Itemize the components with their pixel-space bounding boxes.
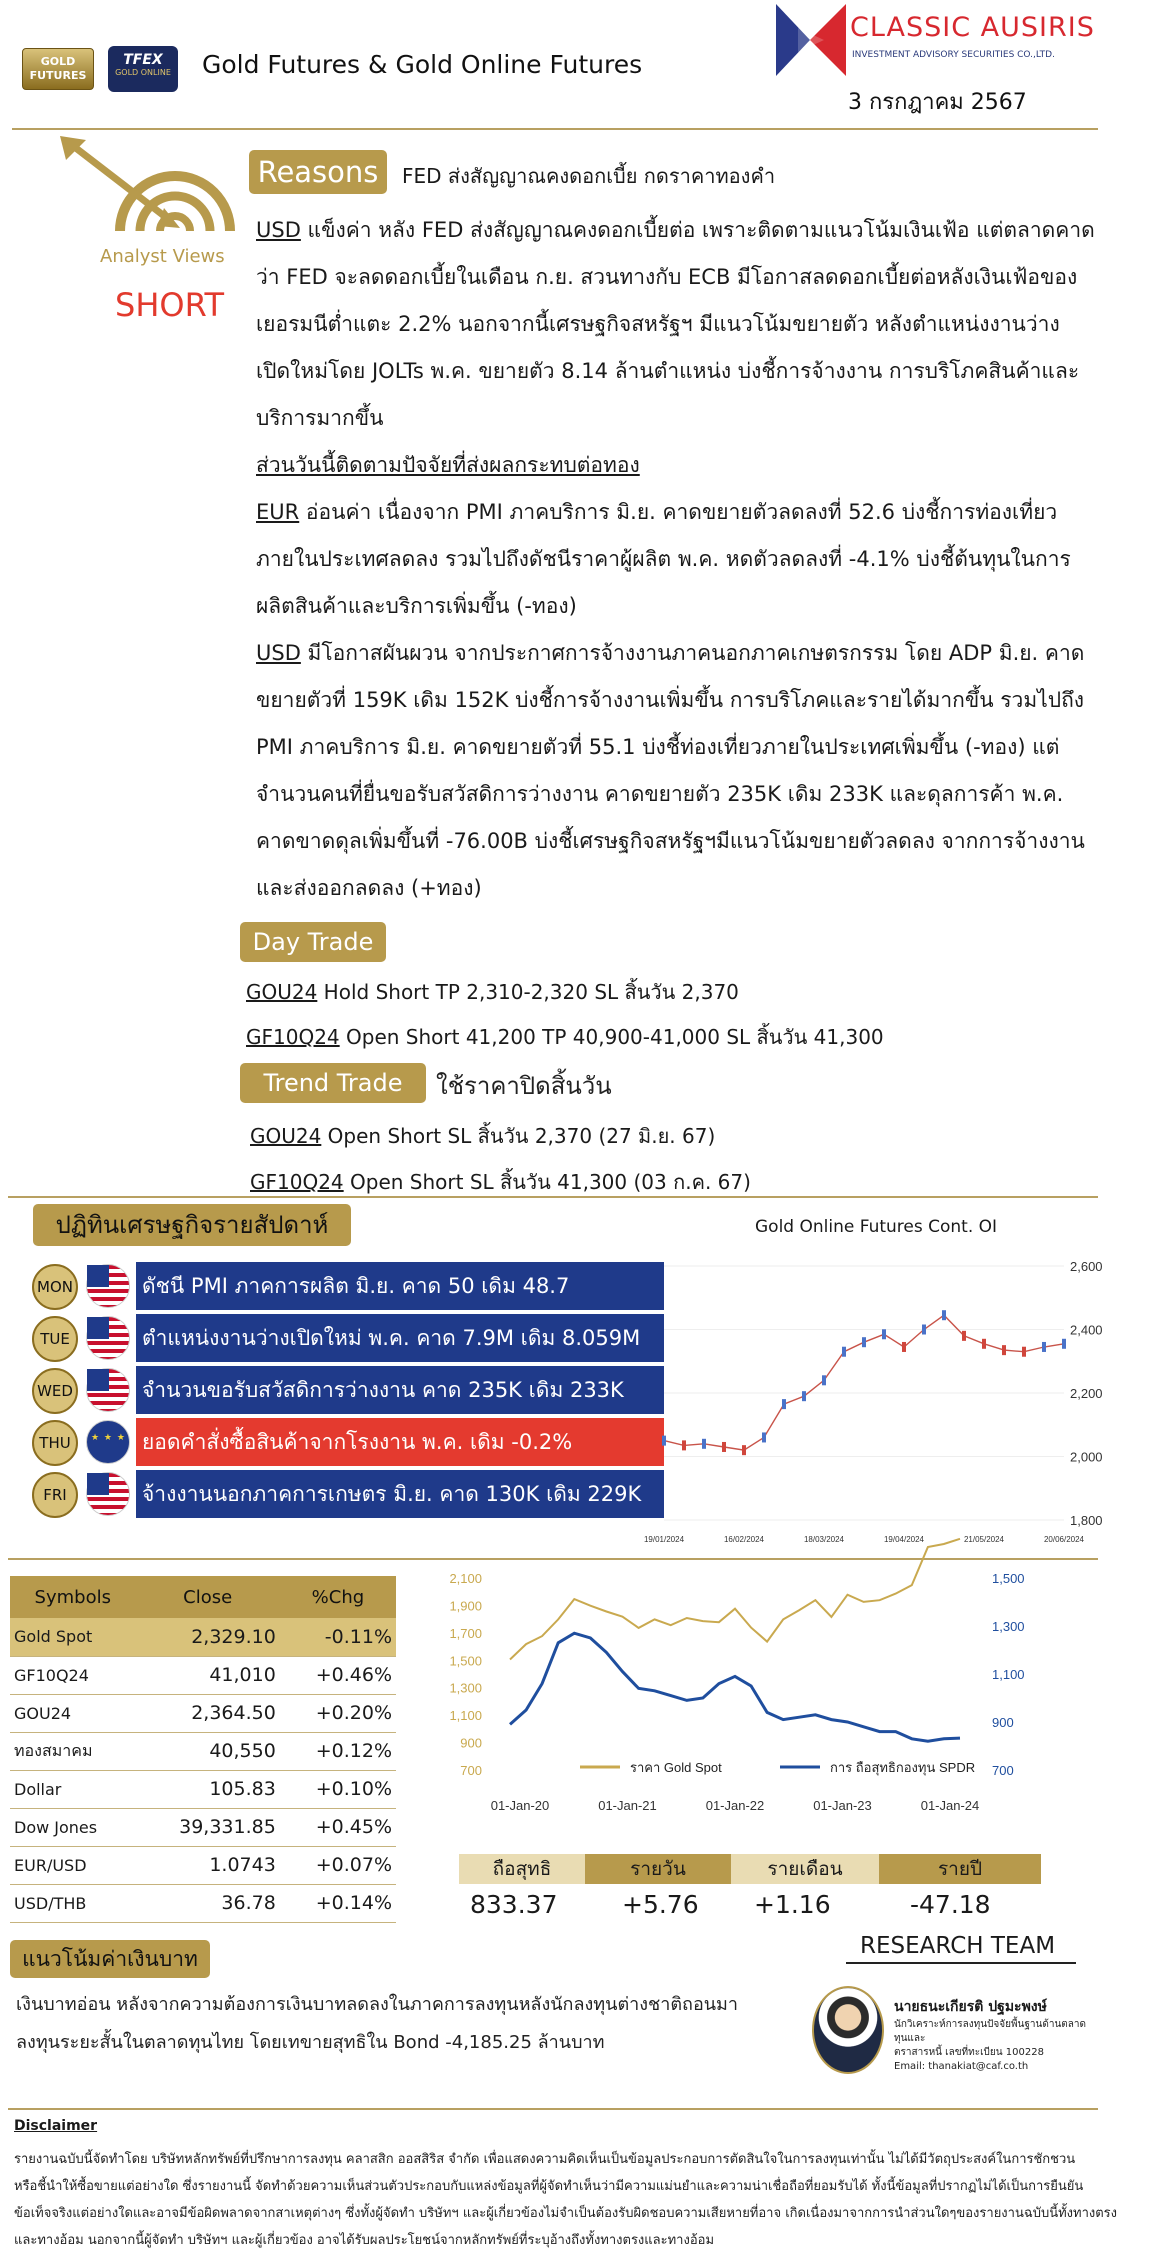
header-divider <box>12 128 1098 130</box>
legend-label: ราคา Gold Spot <box>630 1760 722 1775</box>
tfex-logo: TFEX GOLD ONLINE <box>108 46 178 92</box>
chg-cell: +0.46% <box>280 1656 396 1694</box>
calendar-event: จ้างงานนอกภาคการเกษตร มิ.ย. คาด 130K เดิม 229K <box>136 1470 664 1518</box>
candle <box>982 1339 986 1349</box>
chg-cell: -0.11% <box>280 1618 396 1656</box>
y-left-tick-label: 1,500 <box>449 1653 482 1669</box>
company-name: CLASSIC AUSIRIS <box>850 12 1095 43</box>
symbol-cell: Gold Spot <box>10 1618 136 1656</box>
reasons-badge: Reasons <box>249 150 387 194</box>
candle <box>722 1442 726 1452</box>
section-divider <box>8 1558 1098 1560</box>
y-left-tick-label: 900 <box>460 1735 482 1751</box>
us-flag-icon <box>86 1368 130 1412</box>
candle <box>682 1440 686 1450</box>
trend-trade-badge: Trend Trade <box>240 1063 426 1103</box>
candle <box>782 1399 786 1409</box>
x-tick-label: 18/03/2024 <box>803 1535 845 1544</box>
us-flag-icon <box>86 1316 130 1360</box>
x-tick-label: 01-Jan-24 <box>920 1798 980 1813</box>
candle <box>902 1342 906 1352</box>
spdr-col-yearly: รายปี <box>879 1854 1041 1884</box>
x-tick-label: 01-Jan-22 <box>705 1798 765 1813</box>
spdr-monthly: +1.16 <box>754 1890 831 1919</box>
calendar-event: ดัชนี PMI ภาคการผลิต มิ.ย. คาด 50 เดิม 48.7 <box>136 1262 664 1310</box>
sub-heading: ส่วนวันนี้ติดตามปัจจัยที่ส่งผลกระทบต่อทอง <box>256 453 640 477</box>
gold-spdr-chart <box>440 1570 1040 1825</box>
y-left-tick-label: 700 <box>460 1763 482 1778</box>
table-row <box>10 1656 396 1694</box>
candle <box>822 1375 826 1385</box>
day-trade-line: GOU24 Hold Short TP 2,310-2,320 SL สิ้นวัน 2,370 <box>246 980 739 1004</box>
disclaimer-title: Disclaimer <box>14 2118 98 2134</box>
table-row <box>10 1618 396 1656</box>
reasons-headline: FED ส่งสัญญาณคงดอกเบี้ย กดราคาทองคำ <box>402 164 776 188</box>
symbol-cell: Dollar <box>10 1770 136 1808</box>
day-trade-badge: Day Trade <box>240 922 386 962</box>
candle <box>862 1337 866 1347</box>
day-label: FRI <box>32 1472 78 1518</box>
oi-series-line <box>664 1315 1064 1450</box>
y-left-tick-label: 1,900 <box>449 1598 482 1614</box>
eu-flag-icon <box>86 1420 130 1464</box>
y-left-tick-label: 2,100 <box>449 1571 482 1586</box>
close-cell: 41,010 <box>136 1656 280 1694</box>
x-tick-label: 21/05/2024 <box>963 1535 1005 1544</box>
chart-title: Gold Online Futures Cont. OI <box>755 1217 998 1237</box>
us-flag-icon <box>86 1472 130 1516</box>
y-left-tick-label: 1,300 <box>449 1680 482 1696</box>
spdr-daily: +5.76 <box>622 1890 699 1919</box>
chg-cell: +0.20% <box>280 1694 396 1732</box>
candle <box>962 1331 966 1341</box>
candle <box>702 1439 706 1449</box>
close-cell: 1.0743 <box>136 1846 280 1884</box>
chg-cell: +0.14% <box>280 1884 396 1922</box>
spdr-header <box>459 1854 1041 1884</box>
usd-key-2: USD <box>256 641 301 665</box>
day-label: TUE <box>32 1316 78 1362</box>
candle <box>942 1310 946 1320</box>
section-divider <box>8 2108 1098 2110</box>
table-header-row <box>10 1576 396 1618</box>
candle <box>1002 1345 1006 1355</box>
day-label: MON <box>32 1264 78 1310</box>
symbol-cell: EUR/USD <box>10 1846 136 1884</box>
candle <box>1062 1339 1066 1349</box>
research-team-underline <box>846 1962 1076 1964</box>
symbol-cell: GOU24 <box>10 1694 136 1732</box>
col-chg: %Chg <box>280 1576 396 1618</box>
y-left-tick-label: 1,100 <box>449 1708 482 1724</box>
candle <box>1042 1342 1046 1352</box>
report-date: 3 กรกฎาคม 2567 <box>848 90 1027 115</box>
us-flag-icon <box>86 1264 130 1308</box>
x-tick-label: 01-Jan-23 <box>813 1798 872 1813</box>
reasons-paragraph-usd: USD แข็งค่า หลัง FED ส่งสัญญาณคงดอกเบี้ยต่อ เพราะติดตามแนวโน้มเงินเฟ้อ แต่ตลาดคาด ว่า FED จะลดดอกเบี้ยในเดือน ก.ย. สวนทางกับ ECB มีโอกาสลดดอกเบี้ยต่อหลังเงินเฟ้อของ เยอรมนีต่ำแตะ 2.2% นอกจากนี้เศรษฐกิจสหรัฐฯ มีแนวโน้มขยายตัว หลังตำแหน่งงานว่าง เปิดใหม่โดย JOLTs พ.ค. ขยายตัว 8.14 ล้านตำแหน่ง บ่งชี้การจ้างงาน การบริโภคสินค้าและ บริการมากขึ้น ส่วนวันนี้ติดตามปัจจัยที่ส่งผลกระทบต่อทอง EUR อ่อนค่า เนื่องจาก PMI ภาคบริการ มิ.ย. คาดขยายตัวลดลงที่ 52.6 บ่งชี้การท่องเที่ยว ภายในประเทศลดลง รวมไปถึงดัชนีราคาผู้ผลิต พ.ค. หดตัวลดลงที่ -4.1% บ่งชี้ต้นทุนในการ ผลิตสินค้าและบริการเพิ่มขึ้น (-ทอง) USD มีโอกาสผันผวน จากประกาศการจ้างงานภาคนอกภาคเกษตรกรรม โดย ADP มิ.ย. คาด ขยายตัวที่ 159K เดิม 152K บ่งชี้การจ้างงานเพิ่มขึ้น การบริโภคและรายได้มากขึ้น รวมไปถึง PMI ภาคบริการ มิ.ย. คาดขยายตัวที่ 55.1 บ่งชี้ท่องเที่ยวภายในประเทศเพิ่มขึ้น (-ทอง) แต่ จำนวนคนที่ยื่นขอรับสวัสดิการว่างงาน คาดขยายตัว 235K เดิม 233K และดุลการค้า พ.ค. คาดขาดดุลเพิ่มขึ้นที่ -76.00B บ่งชี้เศรษฐกิจสหรัฐฯมีแนวโน้มขยายตัวลดลง จากการจ้างงาน และส่งออกลดลง (+ทอง) <box>256 218 1095 900</box>
candle <box>662 1436 666 1446</box>
chg-cell: +0.07% <box>280 1846 396 1884</box>
page-title: Gold Futures & Gold Online Futures <box>202 50 643 79</box>
chg-cell: +0.45% <box>280 1808 396 1846</box>
quotes-table <box>10 1576 396 1923</box>
section-divider <box>8 1196 1098 1198</box>
calendar-event: จำนวนขอรับสวัสดิการว่างงาน คาด 235K เดิม 233K <box>136 1366 664 1414</box>
x-tick-label: 19/01/2024 <box>643 1535 685 1544</box>
trend-trade-line: GOU24 Open Short SL สิ้นวัน 2,370 (27 มิ.ย. 67) <box>250 1124 716 1148</box>
gold-futures-logo: GOLD FUTURES <box>22 48 94 90</box>
candle <box>922 1325 926 1335</box>
candle <box>762 1432 766 1442</box>
table-row <box>10 1884 396 1922</box>
col-symbols: Symbols <box>10 1576 136 1618</box>
close-cell: 39,331.85 <box>136 1808 280 1846</box>
analyst-name: นายธนะเกียรติ ปฐมะพงษ์ <box>894 1999 1047 2015</box>
eur-key: EUR <box>256 500 300 524</box>
spdr-col-net: ถือสุทธิ <box>459 1854 585 1884</box>
spdr-yearly: -47.18 <box>910 1890 991 1919</box>
symbol-cell: USD/THB <box>10 1884 136 1922</box>
y-tick-label: 2,600 <box>1070 1259 1103 1274</box>
disclaimer-text: รายงานฉบับนี้จัดทำโดย บริษัทหลักทรัพย์ที่ปรึกษาการลงทุน คลาสสิก ออสสิริส จำกัด เพื่อแสดงความคิดเห็นเป็นข้อมูลประกอบการตัดสินใจในการลงทุนเท่านั้น ไม่ได้มีวัตถุประสงค์ในการชักชวน หรือชี้นำให้ซื้อขายแต่อย่างใด ซึ่งรายงานนี้ จัดทำด้วยความเห็นส่วนตัวประกอบกับแหล่งข้อมูลที่ผู้จัดทำเห็นว่ามีความแม่นยำและความน่าเชื่อถือที่ยอมรับได้ ทั้งนี้ข้อมูลที่ปรากฏไม่ได้เป็นการยืนยัน ข้อเท็จจริงแต่อย่างใดและอาจมีข้อผิดพลาดจากสาเหตุต่างๆ ซึ่งทั้งผู้จัดทำ บริษัทฯ และผู้เกี่ยวข้องไม่จำเป็นต้องรับผิดชอบความเสียหายที่อาจ เกิดเนื่องมาจากการนำส่วนใดๆของรายงานฉบับนี้ทั้งทางตรง และทางอ้อม นอกจากนี้ผู้จัดทำ บริษัทฯ และผู้เกี่ยวข้อง อาจได้รับผลประโยชน์จากหลักทรัพย์ที่ระบุอ้างถึงทั้งทางตรงและทางอ้อม <box>14 2152 1117 2248</box>
trend-trade-note: ใช้ราคาปิดสิ้นวัน <box>436 1072 612 1100</box>
table-row <box>10 1732 396 1770</box>
y-right-tick-label: 700 <box>992 1763 1014 1778</box>
y-tick-label: 2,400 <box>1070 1322 1103 1338</box>
trend-trade-line: GF10Q24 Open Short SL สิ้นวัน 41,300 (03 ก.ค. 67) <box>250 1170 751 1194</box>
baht-outlook-badge: แนวโน้มค่าเงินบาท <box>10 1940 210 1978</box>
day-label: WED <box>32 1368 78 1414</box>
x-tick-label: 01-Jan-20 <box>490 1798 550 1813</box>
usd-key: USD <box>256 218 301 242</box>
day-label: THU <box>32 1420 78 1466</box>
calendar-event: ยอดคำสั่งซื้อสินค้าจากโรงงาน พ.ค. เดิม -0.2% <box>136 1418 664 1466</box>
baht-outlook-text: เงินบาทอ่อน หลังจากความต้องการเงินบาทลดลงในภาคการลงทุนหลังนักลงทุนต่างชาติถอนมา ลงทุนระยะสั้นในตลาดทุนไทย โดยเทขายสุทธิใน Bond -4,185.25 ล้านบาท <box>16 1994 739 2053</box>
oi-chart <box>643 1250 1103 1560</box>
table-row <box>10 1846 396 1884</box>
y-right-tick-label: 900 <box>992 1715 1014 1730</box>
y-left-tick-label: 1,700 <box>449 1625 482 1641</box>
close-cell: 2,364.50 <box>136 1694 280 1732</box>
analyst-info: นักวิเคราะห์การลงทุนปัจจัยพื้นฐานด้านตลาดทุนและ ตราสารหนี้ เลขที่ทะเบียน 100228 Email: thanakiat@caf.co.th <box>894 2018 1094 2074</box>
y-right-tick-label: 1,500 <box>992 1571 1025 1586</box>
y-right-tick-label: 1,300 <box>992 1619 1025 1634</box>
company-subtitle: INVESTMENT ADVISORY SECURITIES CO.,LTD. <box>852 50 1055 60</box>
candle <box>882 1329 886 1339</box>
table-row <box>10 1808 396 1846</box>
candle <box>842 1347 846 1357</box>
x-tick-label: 20/06/2024 <box>1043 1535 1085 1544</box>
table-row <box>10 1770 396 1808</box>
y-right-tick-label: 1,100 <box>992 1667 1025 1682</box>
research-team-title: RESEARCH TEAM <box>860 1933 1056 1959</box>
candle <box>1022 1347 1026 1357</box>
spdr-line <box>510 1633 960 1741</box>
col-close: Close <box>136 1576 280 1618</box>
analyst-avatar <box>812 1986 884 2074</box>
x-tick-label: 16/02/2024 <box>723 1535 765 1544</box>
weekly-calendar-badge: ปฏิทินเศรษฐกิจรายสัปดาห์ <box>33 1204 351 1246</box>
analyst-view-short: SHORT <box>115 286 225 324</box>
y-tick-label: 2,000 <box>1070 1449 1103 1465</box>
spdr-col-daily: รายวัน <box>585 1854 731 1884</box>
spdr-net: 833.37 <box>470 1890 558 1919</box>
calendar-event: ตำแหน่งงานว่างเปิดใหม่ พ.ค. คาด 7.9M เดิม 8.059M <box>136 1314 664 1362</box>
y-tick-label: 2,200 <box>1070 1386 1103 1401</box>
y-tick-label: 1,800 <box>1070 1513 1103 1528</box>
x-tick-label: 19/04/2024 <box>883 1535 925 1544</box>
analyst-views-label: Analyst Views <box>100 246 225 267</box>
table-row <box>10 1694 396 1732</box>
close-cell: 105.83 <box>136 1770 280 1808</box>
x-tick-label: 01-Jan-21 <box>598 1798 657 1813</box>
day-trade-line: GF10Q24 Open Short 41,200 TP 40,900-41,000 SL สิ้นวัน 41,300 <box>246 1025 884 1049</box>
chg-cell: +0.10% <box>280 1770 396 1808</box>
chg-cell: +0.12% <box>280 1732 396 1770</box>
legend-label: การ ถือสุทธิกองทุน SPDR <box>830 1760 976 1775</box>
analyst-email[interactable]: Email: thanakiat@caf.co.th <box>894 2061 1029 2072</box>
spdr-col-monthly: รายเดือน <box>731 1854 879 1884</box>
symbol-cell: GF10Q24 <box>10 1656 136 1694</box>
candle <box>742 1445 746 1455</box>
close-cell: 2,329.10 <box>136 1618 280 1656</box>
close-cell: 36.78 <box>136 1884 280 1922</box>
symbol-cell: ทองสมาคม <box>10 1732 136 1770</box>
close-cell: 40,550 <box>136 1732 280 1770</box>
candle <box>802 1391 806 1401</box>
symbol-cell: Dow Jones <box>10 1808 136 1846</box>
